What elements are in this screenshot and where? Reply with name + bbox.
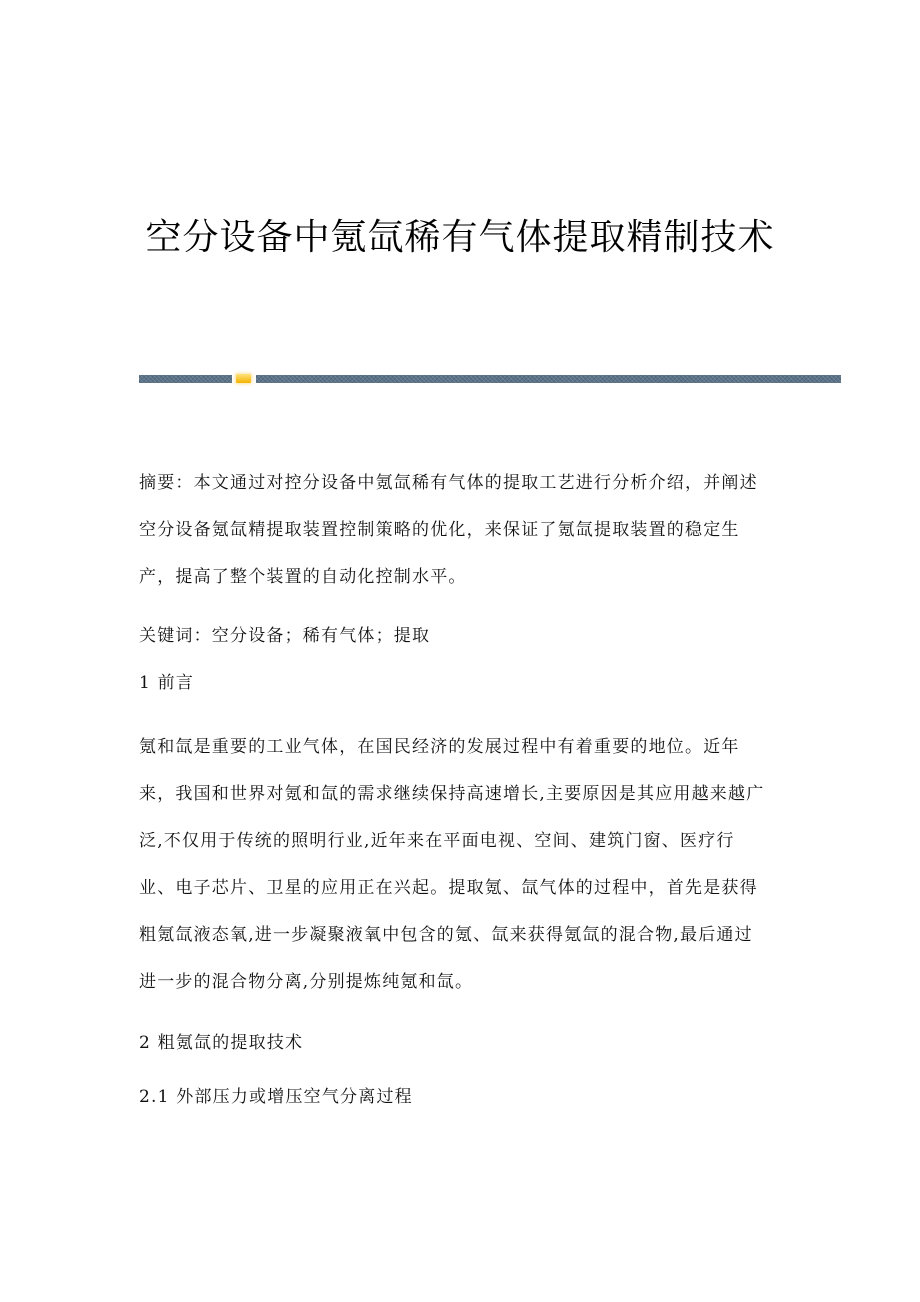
- section-heading-2: 2 粗氪氙的提取技术: [139, 1033, 304, 1053]
- body-line: 进一步的混合物分离,分别提炼纯氪和氙。: [139, 972, 474, 992]
- document-title: 空分设备中氪氙稀有气体提取精制技术: [145, 217, 775, 258]
- abstract-line: 摘要：本文通过对控分设备中氪氙稀有气体的提取工艺进行分析介绍，并阐述: [139, 473, 758, 493]
- body-line: 来，我国和世界对氪和氙的需求继续保持高速增长,主要原因是其应用越来越广: [139, 784, 765, 804]
- body-line: 氪和氙是重要的工业气体，在国民经济的发展过程中有着重要的地位。近年: [139, 737, 740, 757]
- section-heading-1: 1 前言: [139, 673, 195, 693]
- body-line: 粗氪氙液态氧,进一步凝聚液氧中包含的氪、氙来获得氪氙的混合物,最后通过: [139, 925, 753, 945]
- title-divider: [139, 375, 841, 384]
- abstract-paragraph: [139, 460, 799, 601]
- keywords-line: 关键词：空分设备；稀有气体；提取: [139, 626, 431, 646]
- abstract-line: 空分设备氪氙精提取装置控制策略的优化，来保证了氪氙提取装置的稳定生: [139, 520, 740, 540]
- body-line: 业、电子芯片、卫星的应用正在兴起。提取氪、氙气体的过程中，首先是获得: [139, 878, 758, 898]
- divider-bar-left: [139, 375, 232, 383]
- abstract-line: 产，提高了整个装置的自动化控制水平。: [139, 567, 467, 587]
- divider-bar-right: [256, 375, 841, 383]
- section-1-body: [139, 724, 799, 1006]
- body-line: 泛,不仅用于传统的照明行业,近年来在平面电视、空间、建筑门窗、医疗行: [139, 831, 735, 851]
- divider-ornament-icon: [236, 374, 251, 383]
- subsection-heading-2-1: 2.1 外部压力或增压空气分离过程: [139, 1087, 413, 1107]
